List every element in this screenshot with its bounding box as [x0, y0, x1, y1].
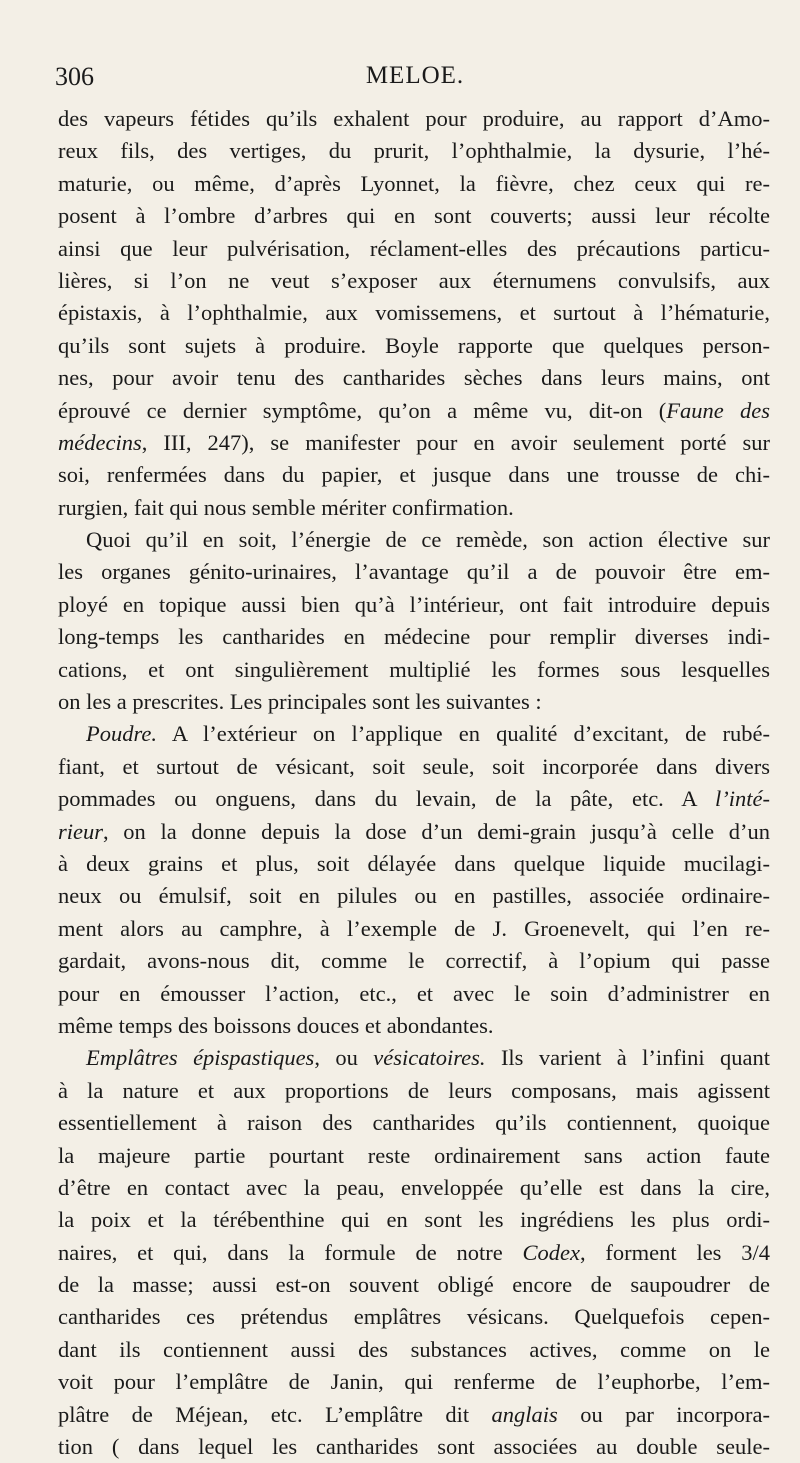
text-segment: , III, 247), se manifester pour en avoir seulement porté sur: [141, 429, 770, 455]
text-line: [58, 589, 770, 621]
text-line: [58, 1140, 770, 1172]
text-line: [58, 297, 770, 329]
text-line: [58, 492, 770, 524]
text-line: [58, 1042, 770, 1074]
text-segment: long-temps les cantharides en médecine pour remplir diverses indi-: [58, 624, 770, 650]
text-segment: à la nature et aux proportions de leurs composans, mais agissent: [58, 1077, 770, 1103]
text-segment: rurgien, fait qui nous semble mériter confirmation.: [58, 494, 514, 520]
text-segment: soi, renfermées dans du papier, et jusque dans une trousse de chi-: [58, 462, 770, 488]
text-line: [58, 1172, 770, 1204]
text-line: [58, 1334, 770, 1366]
text-line: [58, 718, 770, 750]
text-segment: des vapeurs fétides qu’ils exhalent pour produire, au rapport d’Amo-: [58, 106, 770, 131]
text-line: [58, 362, 770, 394]
text-segment: gardait, avons-nous dit, comme le correctif, à l’opium qui passe: [58, 948, 770, 974]
text-segment: ment alors au camphre, à l’exemple de J. Groenevelt, qui l’en re-: [58, 915, 770, 941]
text-segment: reux fils, des vertiges, du prurit, l’ophthalmie, la dysurie, l’hé-: [58, 138, 770, 164]
text-segment: Ils varient à l’infini quant: [485, 1045, 770, 1071]
text-segment: tion ( dans lequel les cantharides sont associées au double seule-: [58, 1434, 770, 1460]
text-segment: A l’extérieur on l’applique en qualité d’excitant, de rubé-: [157, 721, 770, 747]
italic-text: Emplâtres épispastiques: [86, 1045, 315, 1071]
text-line: [58, 1301, 770, 1333]
text-line: [58, 135, 770, 167]
text-line: [58, 751, 770, 783]
text-line: [58, 1399, 770, 1431]
text-segment: qu’ils sont sujets à produire. Boyle rapporte que quelques person-: [58, 332, 770, 358]
text-segment: , ou: [314, 1045, 374, 1071]
text-line: [58, 233, 770, 265]
page-number: 306: [55, 62, 94, 91]
italic-text: Faune des: [666, 397, 770, 423]
text-line: [58, 945, 770, 977]
text-segment: Quoi qu’il en soit, l’énergie de ce remède, son action élective sur: [86, 527, 770, 553]
italic-text: anglais: [491, 1401, 558, 1427]
text-line: [58, 330, 770, 362]
text-segment: la poix et la térébenthine qui en sont les ingrédiens les plus ordi-: [58, 1207, 770, 1233]
text-line: [58, 1431, 770, 1463]
text-line: [58, 556, 770, 588]
text-line: [58, 524, 770, 556]
italic-text: rieur: [58, 818, 103, 844]
text-segment: , forment les 3/4: [580, 1239, 770, 1265]
running-head: MELOE.: [365, 62, 465, 89]
italic-text: Codex: [522, 1239, 580, 1265]
text-line: [58, 1237, 770, 1269]
text-line: [58, 783, 770, 815]
text-segment: pommades ou onguens, dans du levain, de la pâte, etc. A: [58, 786, 716, 812]
text-line: [58, 103, 770, 135]
italic-text: l’inté-: [715, 786, 770, 812]
text-segment: ou par incorpora-: [557, 1401, 770, 1427]
text-segment: ainsi que leur pulvérisation, réclament-elles des précautions particu-: [58, 235, 770, 261]
body-text: [58, 103, 770, 1463]
text-line: [58, 880, 770, 912]
text-line: [58, 1010, 770, 1042]
text-segment: maturie, ou même, d’après Lyonnet, la fièvre, chez ceux qui re-: [58, 170, 770, 196]
text-segment: voit pour l’emplâtre de Janin, qui renferme de l’euphorbe, l’em-: [58, 1369, 770, 1395]
text-segment: fiant, et surtout de vésicant, soit seule, soit incorporée dans divers: [58, 753, 770, 779]
text-segment: posent à l’ombre d’arbres qui en sont couverts; aussi leur récolte: [58, 203, 770, 229]
text-segment: à deux grains et plus, soit délayée dans quelque liquide mucilagi-: [58, 850, 770, 876]
text-segment: lières, si l’on ne veut s’exposer aux éternumens convulsifs, aux: [58, 267, 770, 293]
text-line: [58, 200, 770, 232]
text-line: [58, 621, 770, 653]
text-segment: épistaxis, à l’ophthalmie, aux vomissemens, et surtout à l’hématurie,: [58, 300, 770, 326]
text-segment: , on la donne depuis la dose d’un demi-grain jusqu’à celle d’un: [103, 818, 770, 844]
text-segment: essentiellement à raison des cantharides qu’ils contiennent, quoique: [58, 1110, 770, 1136]
text-segment: de la masse; aussi est-on souvent obligé encore de saupoudrer de: [58, 1272, 770, 1298]
text-segment: plâtre de Méjean, etc. L’emplâtre dit: [58, 1401, 492, 1427]
text-line: [58, 1366, 770, 1398]
text-segment: neux ou émulsif, soit en pilules ou en pastilles, associée ordinaire-: [58, 883, 770, 909]
text-segment: cations, et ont singulièrement multiplié les formes sous lesquelles: [58, 656, 770, 682]
text-segment: ployé en topique aussi bien qu’à l’intérieur, ont fait introduire depuis: [58, 591, 770, 617]
text-line: [58, 459, 770, 491]
text-line: [58, 1204, 770, 1236]
text-segment: d’être en contact avec la peau, enveloppée qu’elle est dans la cire,: [58, 1174, 770, 1200]
text-line: [58, 654, 770, 686]
page-header: [55, 62, 775, 102]
text-line: [58, 1107, 770, 1139]
text-line: [58, 1269, 770, 1301]
italic-text: vésicatoires.: [373, 1045, 486, 1071]
text-line: [58, 1075, 770, 1107]
text-line: [58, 848, 770, 880]
text-segment: nes, pour avoir tenu des cantharides sèches dans leurs mains, ont: [58, 365, 770, 391]
text-segment: cantharides ces prétendus emplâtres vésicans. Quelquefois cepen-: [58, 1304, 770, 1330]
text-line: [58, 427, 770, 459]
text-segment: même temps des boissons douces et abondantes.: [58, 1012, 494, 1038]
text-line: [58, 913, 770, 945]
text-segment: la majeure partie pourtant reste ordinairement sans action faute: [58, 1142, 770, 1168]
text-line: [58, 816, 770, 848]
text-segment: dant ils contiennent aussi des substances actives, comme on le: [58, 1336, 770, 1362]
text-line: [58, 978, 770, 1010]
text-segment: éprouvé ce dernier symptôme, qu’on a même vu, dit-on (: [58, 397, 667, 423]
text-segment: les organes génito-urinaires, l’avantage qu’il a de pouvoir être em-: [58, 559, 770, 585]
text-segment: naires, et qui, dans la formule de notre: [58, 1239, 523, 1265]
text-line: [58, 168, 770, 200]
text-line: [58, 395, 770, 427]
text-line: [58, 265, 770, 297]
italic-text: Poudre.: [86, 721, 158, 747]
text-segment: pour en émousser l’action, etc., et avec le soin d’administrer en: [58, 980, 770, 1006]
text-segment: on les a prescrites. Les principales sont les suivantes :: [58, 689, 542, 715]
text-line: [58, 686, 770, 718]
italic-text: médecins: [58, 429, 142, 455]
